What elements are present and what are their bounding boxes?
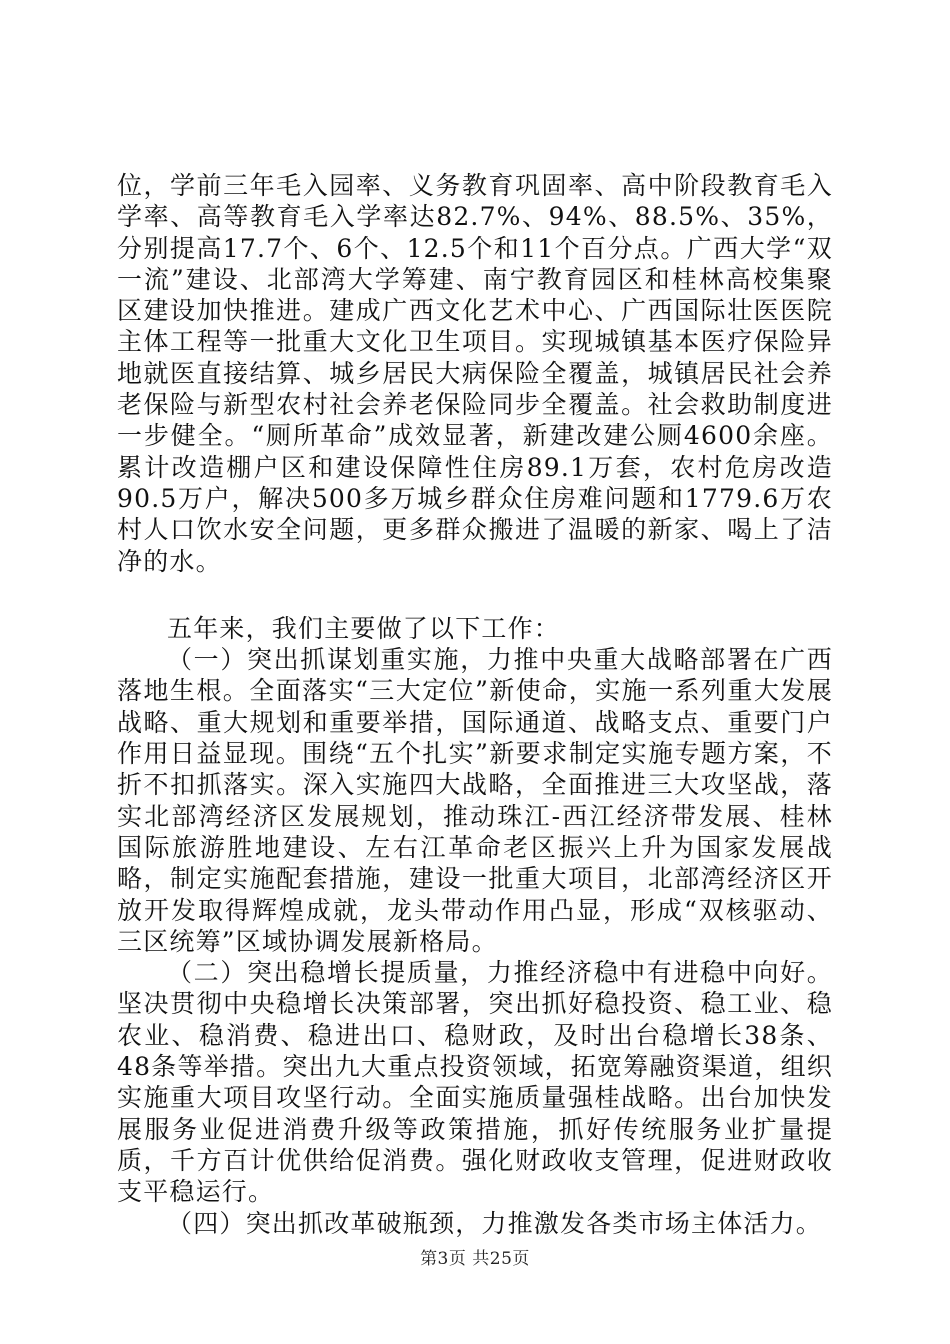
paragraph-section-four: （四）突出抓改革破瓶颈，力推激发各类市场主体活力。	[167, 1208, 823, 1238]
document-body	[117, 170, 833, 1239]
paragraph-education-health: 位，学前三年毛入园率、义务教育巩固率、高中阶段教育毛入学率、高等教育毛入学率达82.7%、94%、88.5%、35%，分别提高17.7个、6个、12.5个和11个百分点。广西大学“双一流”建设、北部湾大学筹建、南宁教育园区和桂林高校集聚区建设加快推进。建成广西文化艺术中心、广西国际壮医医院主体工程等一批重大文化卫生项目。实现城镇基本医疗保险异地就医直接结算、城乡居民大病保险全覆盖，城镇居民社会养老保险与新型农村社会养老保险同步全覆盖。社会救助制度进一步健全。“厕所革命”成效显著，新建改建公厕4600余座。累计改造棚户区和建设保障性住房89.1万套，农村危房改造90.5万户，解决500多万城乡群众住房难问题和1779.6万农村人口饮水安全问题，更多群众搬进了温暖的新家、喝上了洁净的水。	[117, 171, 833, 576]
paragraph-work-intro: 五年来，我们主要做了以下工作：	[167, 613, 561, 643]
paragraph-section-two: （二）突出稳增长提质量，力推经济稳中有进稳中向好。坚决贯彻中央稳增长决策部署，突出抓好稳投资、稳工业、稳农业、稳消费、稳进出口、稳财政，及时出台稳增长38条、48条等举措。突出九大重点投资领域，拓宽筹融资渠道，组织实施重大项目攻坚行动。全面实施质量强桂战略。出台加快发展服务业促进消费升级等政策措施，抓好传统服务业扩量提质，千方百计优供给促消费。强化财政收支管理，促进财政收支平稳运行。	[117, 958, 833, 1207]
page-footer: 第3页 共25页	[420, 1249, 530, 1269]
paragraph-section-one: （一）突出抓谋划重实施，力推中央重大战略部署在广西落地生根。全面落实“三大定位”新使命，实施一系列重大发展战略、重大规划和重要举措，国际通道、战略支点、重要门户作用日益显现。围绕“五个扎实”新要求制定实施专题方案，不折不扣抓落实。深入实施四大战略，全面推进三大攻坚战，落实北部湾经济区发展规划，推动珠江-西江经济带发展、桂林国际旅游胜地建设、左右江革命老区振兴上升为国家发展战略，制定实施配套措施，建设一批重大项目，北部湾经济区开放开发取得辉煌成就，龙头带动作用凸显，形成“双核驱动、三区统筹”区域协调发展新格局。	[117, 645, 833, 956]
